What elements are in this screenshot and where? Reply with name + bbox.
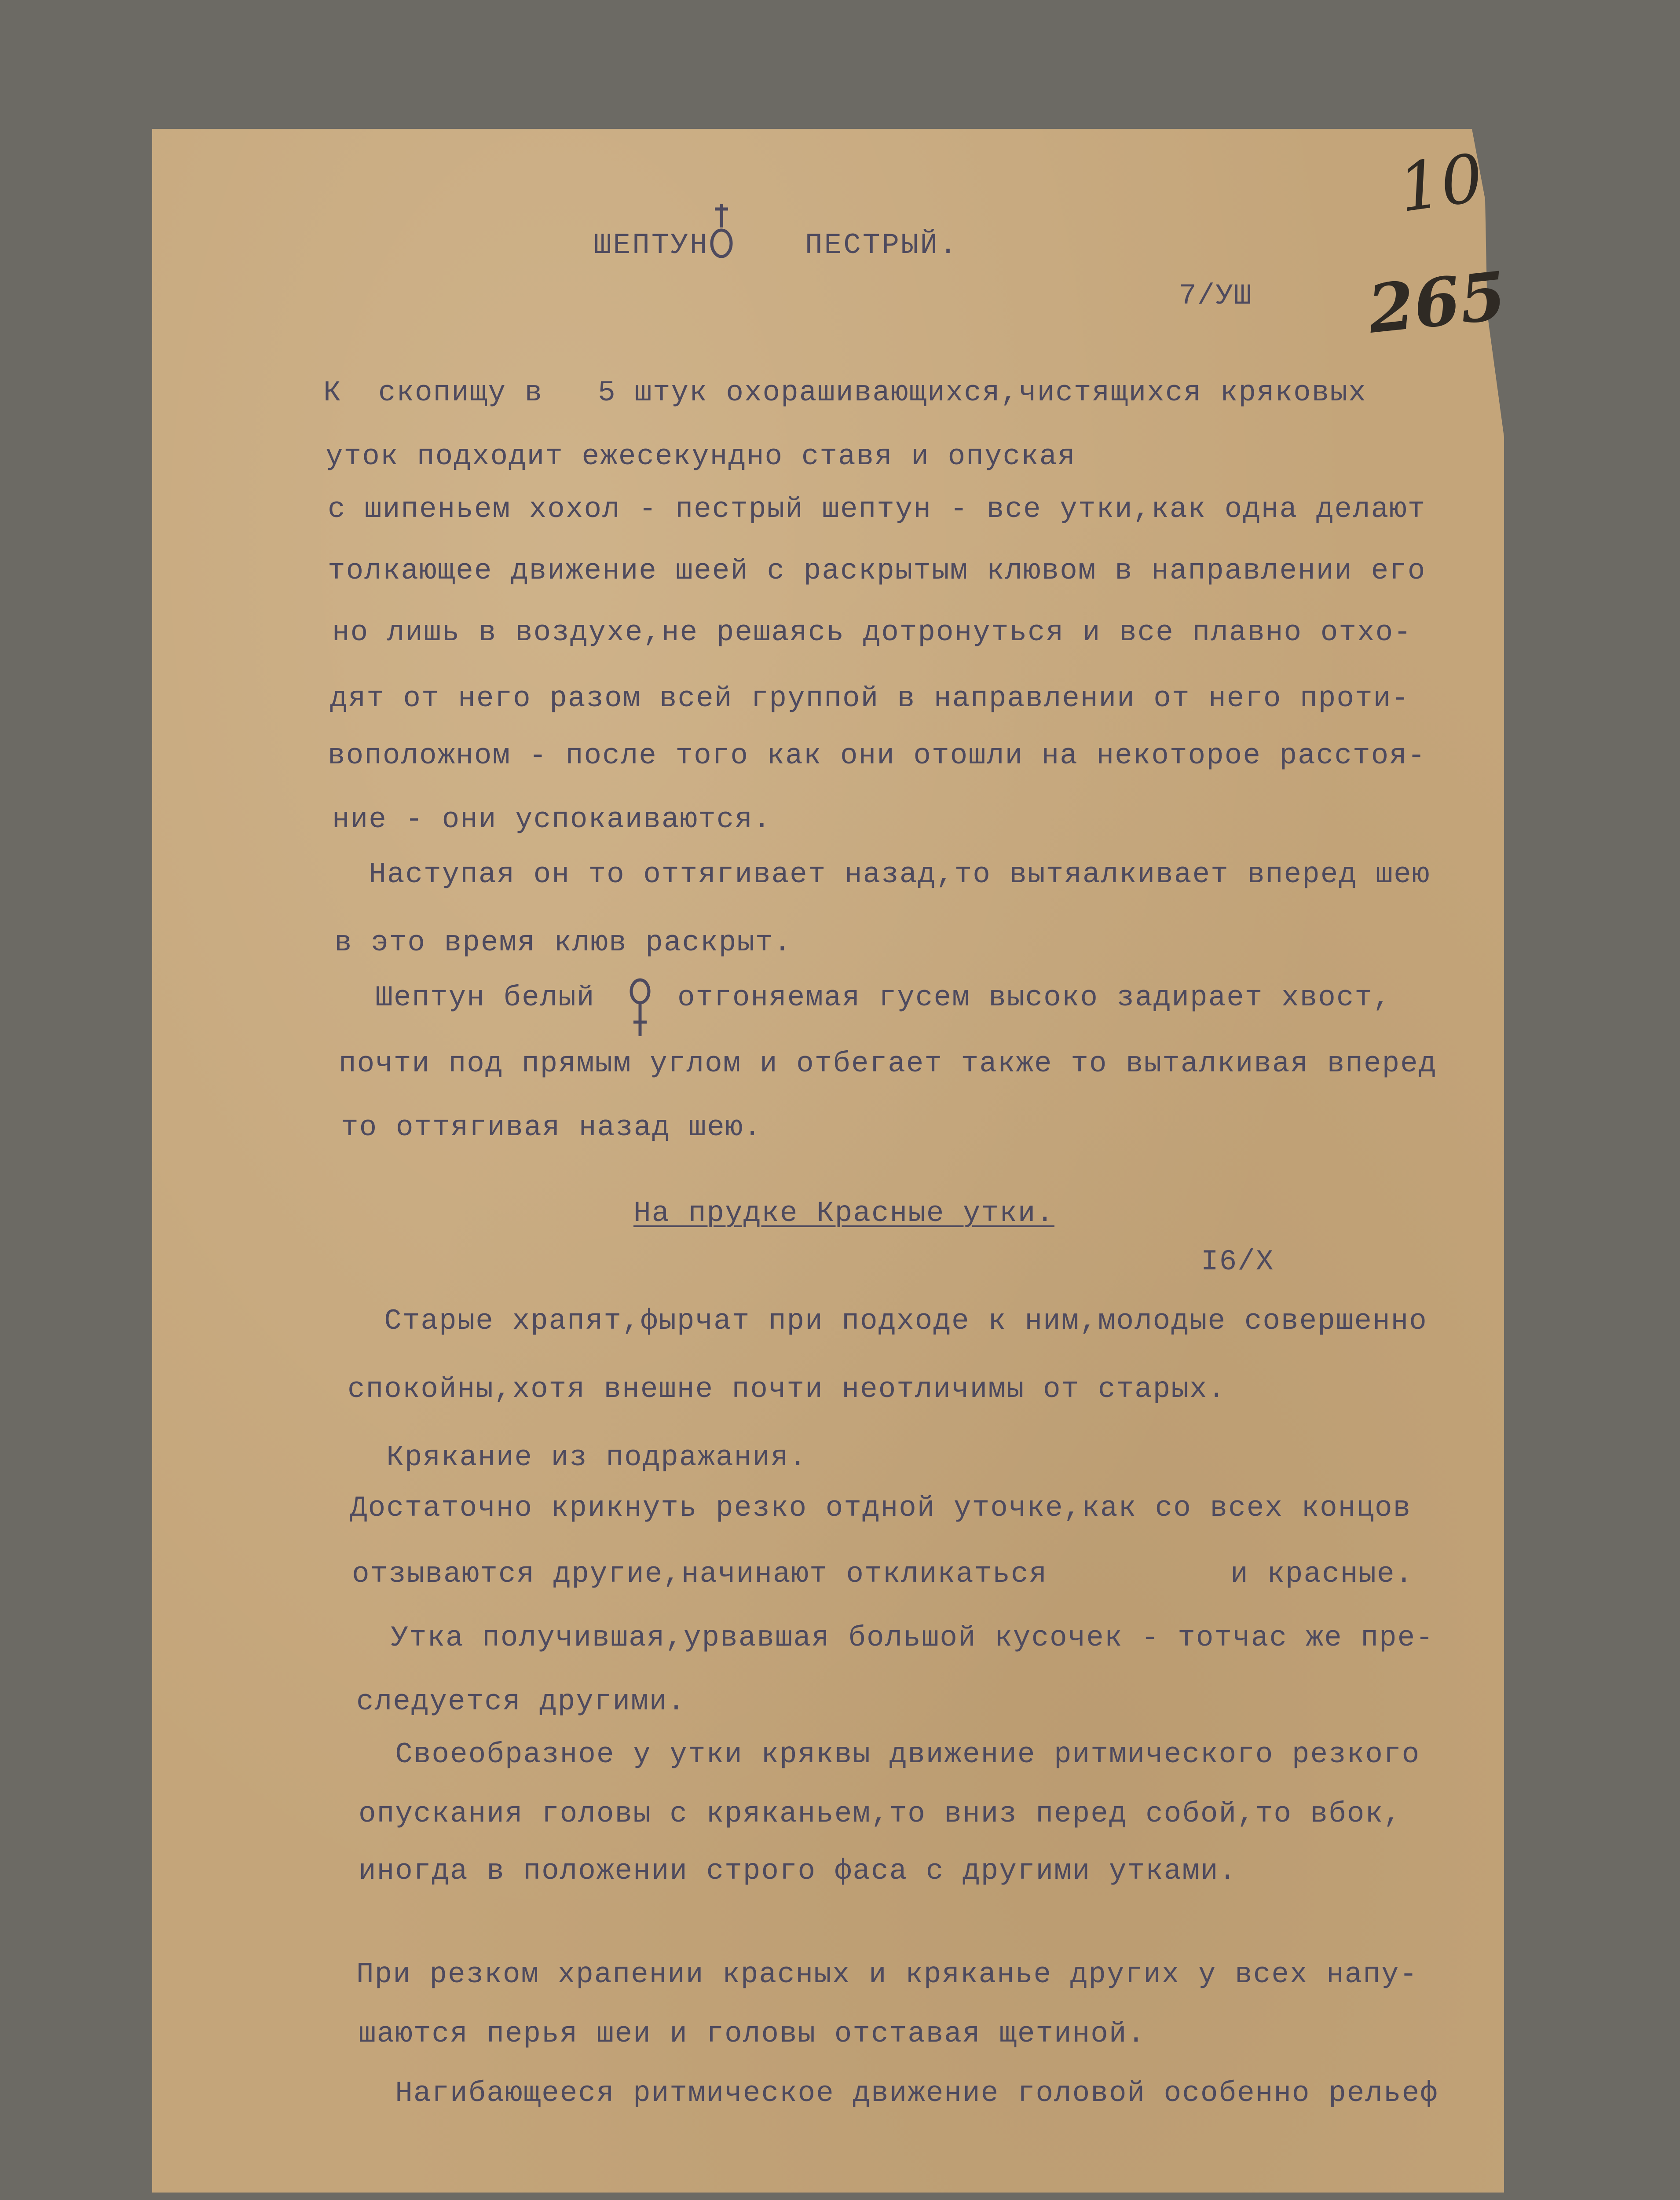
section2-line-9: опускания головы с кряканьем,то вниз перед собой,то вбок,: [359, 1797, 1402, 1830]
archive-number-top: 10: [1394, 139, 1488, 227]
section1-line-5: но лишь в воздухе,не решаясь дотронуться и все плавно отхо-: [332, 616, 1412, 649]
section2-line-13: Нагибающееся ритмическое движение головой особенно рельеф: [359, 2077, 1438, 2110]
section1-title-right: ПЕСТРЫЙ.: [805, 229, 959, 262]
section2-line-1: Старые храпят,фырчат при подходе к ним,молодые совершенно: [348, 1305, 1427, 1338]
section2-line-5: отзываются другие,начинают откликаться и красные.: [352, 1558, 1414, 1591]
section1-line-12: почти под прямым углом и отбегает также то выталкивая вперед: [339, 1047, 1437, 1080]
section2-date: I6/X: [1201, 1245, 1274, 1278]
section1-line-6: дят от него разом всей группой в направлении от него проти-: [330, 682, 1410, 715]
section1-line-1: К скопищу в 5 штук охорашивающихся,чистящихся кряковых: [323, 376, 1367, 409]
section2-line-7: следуется другими.: [356, 1685, 686, 1718]
section1-line-9: Наступая он то оттягивает назад,то вытяалкивает вперед шею: [332, 858, 1431, 891]
section1-title-left: ШЕПТУН: [594, 229, 709, 262]
section1-line-7: воположном - после того как они отошли на некоторое расстоя-: [328, 739, 1426, 772]
section1-line-4: толкающее движение шеей с раскрытым клювом в направлении его: [328, 554, 1426, 587]
section2-line-10: иногда в положении строго фаса с другими утками.: [359, 1855, 1237, 1888]
section2-line-11: При резком храпении красных и кряканье других у всех напу-: [356, 1958, 1418, 1991]
archive-number-second: 265: [1364, 257, 1510, 348]
section2-line-12: шаются перья шеи и головы отставая щетиной.: [359, 2017, 1146, 2050]
section2-line-8: Своеобразное у утки кряквы движение ритмического резкого: [359, 1738, 1420, 1771]
section1-line-13: то оттягивая назад шею.: [341, 1111, 762, 1144]
section1-line-11: Шептун белый: [339, 981, 595, 1014]
section1-date: 7/УШ: [1179, 279, 1252, 312]
section2-title: На прудке Красные утки.: [633, 1197, 1054, 1230]
section1-line-11-rest: отгоняемая гусем высоко задирает хвост,: [677, 981, 1391, 1014]
female-symbol-icon: [625, 975, 655, 1041]
section2-line-6: Утка получившая,урвавшая большой кусочек - тотчас же пре-: [354, 1621, 1434, 1654]
section2-line-3: Крякание из подражания.: [350, 1441, 808, 1474]
section1-line-3: с шипеньем хохол - пестрый шептун - все утки,как одна делают: [328, 493, 1426, 526]
section1-line-2: уток подходит ежесекундно ставя и опуская: [326, 440, 1076, 473]
section2-line-4: Достаточно крикнуть резко отдной уточке,как со всех концов: [350, 1492, 1412, 1525]
section1-line-10: в это время клюв раскрыт.: [334, 926, 792, 959]
male-symbol-icon: [706, 200, 737, 266]
section1-line-8: ние - они успокаиваются.: [332, 803, 772, 836]
section2-line-2: спокойны,хотя внешне почти неотличимы от старых.: [348, 1373, 1226, 1406]
